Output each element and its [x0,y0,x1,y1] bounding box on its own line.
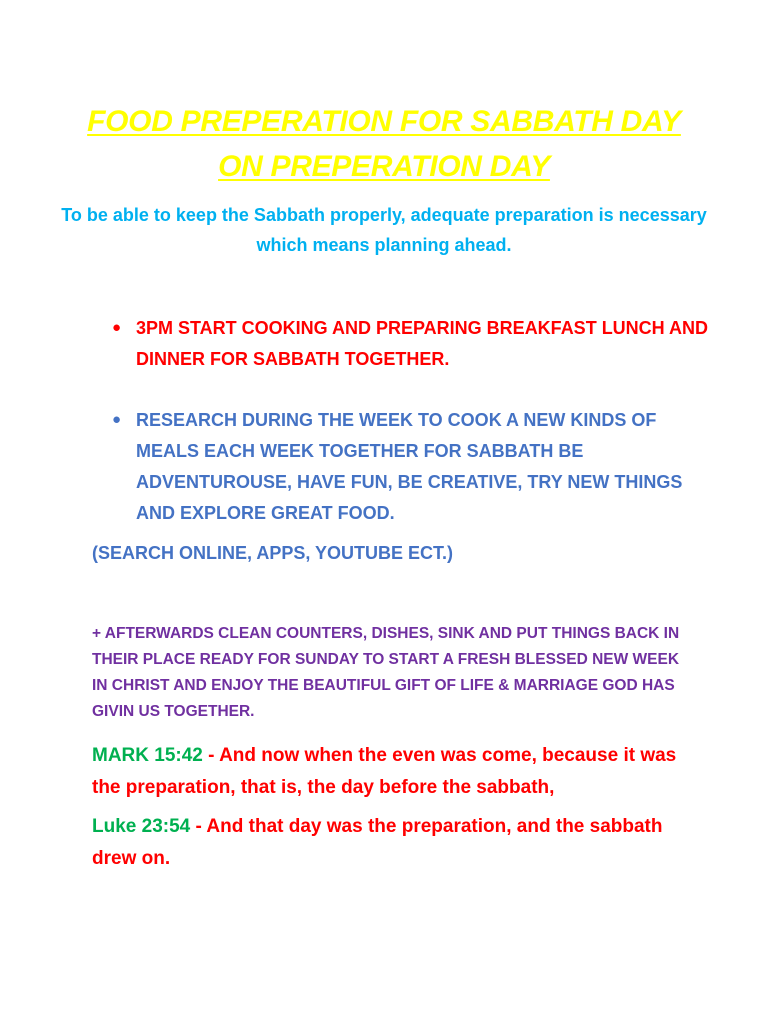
page-title-line-2: ON PREPERATION DAY [218,150,550,183]
verse-text-luke: And that day was the preparation, and the sabbath drew on. [92,816,663,869]
bullet-marker-2: ● [112,411,122,428]
verse-separator: - [202,745,220,766]
bullet-marker-1: ● [112,319,122,336]
verse-luke [92,811,692,875]
bullet-item-2: RESEARCH DURING THE WEEK TO COOK A NEW KINDS OF MEALS EACH WEEK TOGETHER FOR SABBATH BE ADVENTUROUSE, HAVE FUN, BE CREATIVE, TRY NEW THINGS AND EXPLORE GREAT FOOD. [136,410,683,523]
bullet-item-1: 3PM START COOKING AND PREPARING BREAKFAST LUNCH AND DINNER FOR SABBATH TOGETHER. [136,318,709,369]
verse-mark [92,740,692,804]
verse-separator: - [190,816,207,837]
afterwards-paragraph: + AFTERWARDS CLEAN COUNTERS, DISHES, SINK AND PUT THINGS BACK IN THEIR PLACE READY FOR SUNDAY TO START A FRESH BLESSED NEW WEEK IN CHRIST AND ENJOY THE BEAUTIFUL GIFT OF LIFE & MARRIAGE GOD HAS GIVIN US TOGETHER. [92,625,680,720]
intro-paragraph: To be able to keep the Sabbath properly, adequate preparation is necessary which means planning ahead. [61,205,707,255]
verse-text-mark: And now when the even was come, because it was the preparation, that is, the day before the sabbath, [92,745,677,798]
search-note: (SEARCH ONLINE, APPS, YOUTUBE ECT.) [92,543,454,563]
page-title-line-1: FOOD PREPERATION FOR SABBATH DAY [87,105,681,138]
verse-reference-luke: Luke 23:54 [92,816,191,837]
verse-reference-mark: MARK 15:42 [92,745,203,766]
